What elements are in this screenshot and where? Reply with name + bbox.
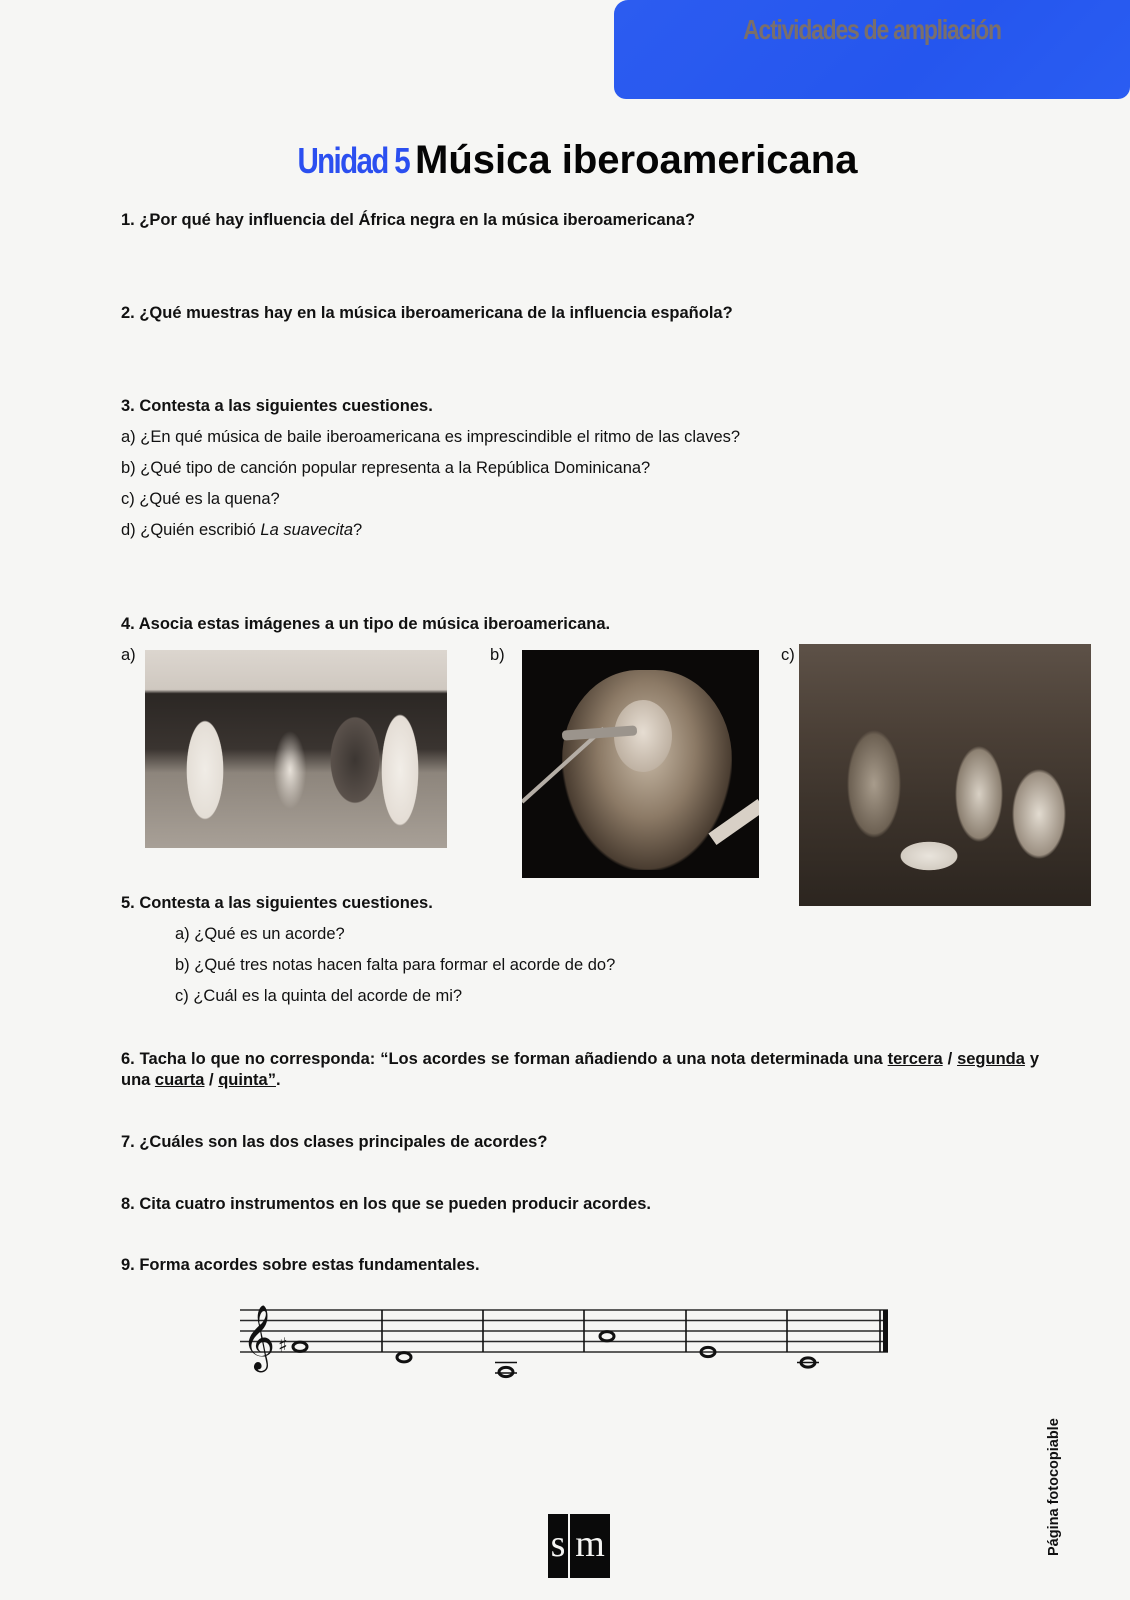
question-6 (121, 1049, 1039, 1091)
image-c-label: c) (781, 646, 795, 664)
option-quinta[interactable]: quinta” (218, 1071, 276, 1089)
banner-title: Actividades de ampliación (743, 14, 1001, 45)
question-6-end: . (275, 1071, 281, 1089)
question-3a: a) ¿En qué música de baile iberoamericana es imprescindible el ritmo de las claves? (121, 428, 741, 446)
photocopiable-note: Página fotocopiable (1046, 1418, 1062, 1556)
question-5b: b) ¿Qué tres notas hacen falta para formar el acorde de do? (175, 956, 616, 974)
painting-musicians (799, 644, 1091, 906)
image-a-label: a) (121, 646, 136, 664)
question-3-title: 3. Contesta a las siguientes cuestiones. (121, 397, 433, 415)
option-cuarta[interactable]: cuarta (154, 1071, 205, 1089)
separator: / (204, 1071, 219, 1089)
dancers-photo (145, 650, 447, 848)
question-2: 2. ¿Qué muestras hay en la música iberoamericana de la influencia española? (121, 304, 733, 322)
page-title (0, 138, 1130, 183)
option-tercera[interactable]: tercera (887, 1050, 943, 1068)
logo-m: m (570, 1514, 610, 1578)
question-8: 8. Cita cuatro instrumentos en los que se pueden producir acordes. (121, 1195, 651, 1213)
image-b-label: b) (490, 646, 505, 664)
question-5-title: 5. Contesta a las siguientes cuestiones. (121, 894, 433, 912)
music-staff (240, 1290, 890, 1370)
question-6-text: y una (121, 1050, 1039, 1089)
question-3d-text: d) ¿Quién escribió (121, 521, 261, 539)
unit-label: Unidad 5 (297, 140, 409, 181)
separator: / (942, 1050, 958, 1068)
question-3d (121, 521, 362, 540)
question-1: 1. ¿Por qué hay influencia del África negra en la música iberoamericana? (121, 211, 696, 229)
singer-photo (522, 650, 759, 878)
question-4-title: 4. Asocia estas imágenes a un tipo de música iberoamericana. (121, 615, 611, 633)
staff-notation (240, 1290, 890, 1385)
question-3b: b) ¿Qué tipo de canción popular representa a la República Dominicana? (121, 459, 651, 477)
question-3d-end: ? (353, 521, 363, 539)
question-9-title: 9. Forma acordes sobre estas fundamentales. (121, 1256, 480, 1274)
question-5a: a) ¿Qué es un acorde? (175, 925, 345, 943)
header-banner (614, 0, 1130, 99)
treble-clef-icon: 𝄞 (242, 1305, 276, 1370)
sharp-icon: ♯ (278, 1333, 288, 1357)
logo-s: s (548, 1514, 568, 1578)
question-3d-title: La suavecita (260, 521, 354, 539)
option-segunda[interactable]: segunda (957, 1050, 1025, 1068)
publisher-logo (548, 1514, 610, 1578)
question-6-text: 6. Tacha lo que no corresponda: “Los acordes se forman añadiendo a una nota determinada una (121, 1050, 888, 1068)
unit-title: Música iberoamericana (415, 138, 858, 182)
question-5c: c) ¿Cuál es la quinta del acorde de mi? (175, 987, 463, 1005)
question-3c: c) ¿Qué es la quena? (121, 490, 280, 508)
question-7: 7. ¿Cuáles son las dos clases principales de acordes? (121, 1133, 548, 1151)
